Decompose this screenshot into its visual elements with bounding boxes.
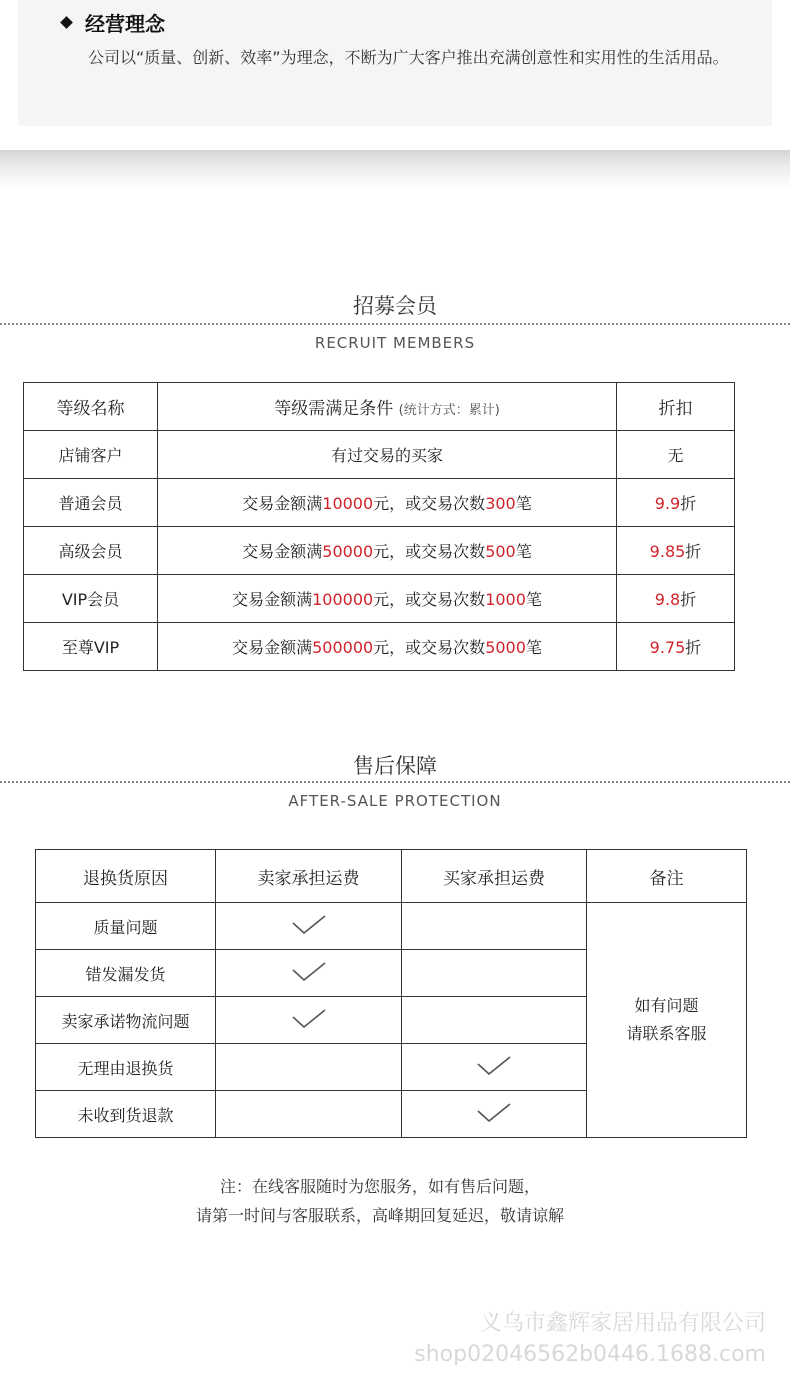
condition-middle: 元，或交易次数: [373, 494, 486, 513]
condition-amount: 500000: [312, 638, 374, 657]
discount-unit: 折: [685, 638, 702, 657]
after-sale-note: [0, 1172, 760, 1230]
divider-shadow: [0, 150, 790, 190]
level-name: 至尊VIP: [24, 623, 158, 671]
table-row: [24, 479, 735, 527]
seller-pays-cell: [216, 997, 402, 1044]
buyer-pays-cell: [402, 997, 587, 1044]
condition-count: 1000: [485, 590, 526, 609]
after-sale-dotted-divider: [0, 781, 790, 783]
return-reason: 无理由退换货: [36, 1044, 216, 1091]
buyer-pays-cell: [402, 950, 587, 997]
table-row: [24, 527, 735, 575]
level-discount: [617, 527, 735, 575]
header-condition: [158, 383, 617, 431]
table-header-row: [24, 383, 735, 431]
philosophy-title-text: 经营理念: [85, 12, 165, 36]
level-discount: [617, 575, 735, 623]
header-reason: 退换货原因: [36, 850, 216, 903]
table-header-row: [36, 850, 747, 903]
discount-value: 9.85: [649, 542, 686, 561]
table-row: [24, 431, 735, 479]
condition-amount: 10000: [322, 494, 374, 513]
check-icon: [291, 961, 327, 981]
buyer-pays-cell: [402, 1091, 587, 1138]
header-condition-note: (统计方式：累计): [398, 403, 500, 418]
header-discount: 折扣: [617, 383, 735, 431]
condition-amount: 50000: [322, 542, 374, 561]
condition-suffix: 笔: [525, 590, 542, 609]
level-name: VIP会员: [24, 575, 158, 623]
level-condition: [158, 479, 617, 527]
header-buyer-pays: 买家承担运费: [402, 850, 587, 903]
level-condition: [158, 527, 617, 575]
seller-pays-cell: [216, 950, 402, 997]
return-reason: 未收到货退款: [36, 1091, 216, 1138]
philosophy-title: [62, 8, 165, 37]
condition-prefix: 交易金额满: [232, 590, 313, 609]
level-name: 店铺客户: [24, 431, 158, 479]
discount-value: 9.8: [654, 590, 681, 609]
level-condition: [158, 575, 617, 623]
level-discount: [617, 479, 735, 527]
return-reason: 质量问题: [36, 903, 216, 950]
condition-count: 500: [485, 542, 516, 561]
level-discount: [617, 431, 735, 479]
header-condition-text: 等级需满足条件: [274, 399, 394, 419]
seller-pays-cell: [216, 903, 402, 950]
remark-line: 如有问题: [634, 996, 699, 1015]
condition-prefix: 交易金额满: [242, 494, 323, 513]
remark-cell: [587, 903, 747, 1138]
condition-middle: 元，或交易次数: [373, 542, 486, 561]
buyer-pays-cell: [402, 903, 587, 950]
table-row: [24, 623, 735, 671]
level-discount: [617, 623, 735, 671]
philosophy-body: 公司以“质量、创新、效率”为理念，不断为广大客户推出充满创意性和实用性的生活用品。: [88, 48, 729, 67]
after-sale-table: [35, 849, 747, 1138]
discount-value: 9.9: [654, 494, 681, 513]
buyer-pays-cell: [402, 1044, 587, 1091]
condition-suffix: 笔: [515, 542, 532, 561]
level-name: 高级会员: [24, 527, 158, 575]
member-levels-table: [23, 382, 735, 671]
check-icon: [476, 1055, 512, 1075]
seller-pays-cell: [216, 1044, 402, 1091]
watermark-shop-url: shop02046562b0446.1688.com: [414, 1342, 766, 1367]
watermark-company: 义乌市鑫辉家居用品有限公司: [479, 1311, 766, 1336]
condition-suffix: 笔: [515, 494, 532, 513]
discount-value: 9.75: [649, 638, 686, 657]
header-seller-pays: 卖家承担运费: [216, 850, 402, 903]
level-name: 普通会员: [24, 479, 158, 527]
check-icon: [291, 914, 327, 934]
discount-unit: 折: [680, 590, 697, 609]
return-reason: 卖家承诺物流问题: [36, 997, 216, 1044]
after-sale-subtitle: AFTER-SALE PROTECTION: [288, 792, 502, 810]
after-sale-title: 售后保障: [353, 754, 437, 778]
discount-unit: 折: [685, 542, 702, 561]
level-condition: 有过交易的买家: [158, 431, 617, 479]
condition-count: 300: [485, 494, 516, 513]
header-remark: 备注: [587, 850, 747, 903]
seller-pays-cell: [216, 1091, 402, 1138]
condition-count: 5000: [485, 638, 526, 657]
note-line: 请第一时间与客服联系，高峰期回复延迟，敬请谅解: [195, 1206, 564, 1225]
recruit-dotted-divider: [0, 323, 790, 325]
recruit-subtitle: RECRUIT MEMBERS: [314, 334, 476, 352]
return-reason: 错发漏发货: [36, 950, 216, 997]
recruit-title: 招募会员: [353, 294, 437, 318]
level-condition: [158, 623, 617, 671]
table-row: [36, 903, 747, 950]
header-level: 等级名称: [24, 383, 158, 431]
diamond-bullet-icon: [60, 16, 73, 29]
discount-unit: 折: [680, 494, 697, 513]
condition-prefix: 交易金额满: [242, 542, 323, 561]
condition-prefix: 交易金额满: [232, 638, 313, 657]
condition-suffix: 笔: [525, 638, 542, 657]
check-icon: [476, 1102, 512, 1122]
condition-middle: 元，或交易次数: [373, 590, 486, 609]
remark-line: 请联系客服: [626, 1024, 707, 1043]
condition-middle: 元，或交易次数: [373, 638, 486, 657]
discount-value: 无: [667, 446, 684, 465]
table-row: [24, 575, 735, 623]
check-icon: [291, 1008, 327, 1028]
condition-amount: 100000: [312, 590, 374, 609]
note-line: 注：在线客服随时为您服务，如有售后问题，: [219, 1177, 540, 1196]
